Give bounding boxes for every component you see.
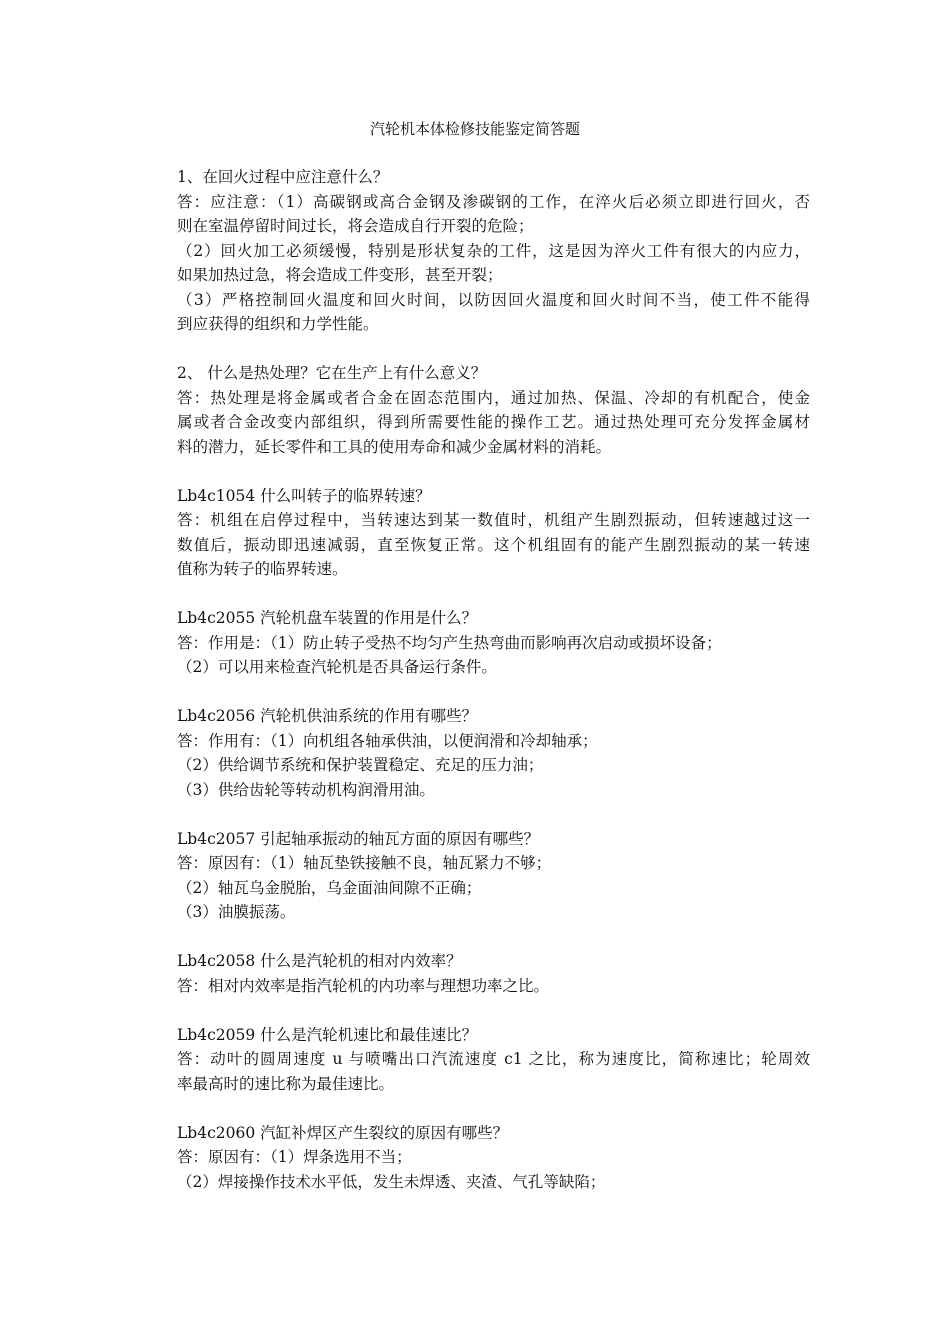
answer-line: 数值后，振动即迅速减弱，直至恢复正常。这个机组固有的能产生剧烈振动的某一转速 bbox=[177, 535, 810, 554]
answer-line: 答：原因有：（1）焊条选用不当； bbox=[177, 1148, 412, 1166]
answer-line: （2）轴瓦乌金脱胎，乌金面油间隙不正确； bbox=[177, 878, 482, 897]
qa-block-6 bbox=[177, 827, 810, 925]
answer-line: （3）供给齿轮等转动机构润滑用油。 bbox=[177, 780, 435, 799]
answer-line: 答：热处理是将金属或者合金在固态范围内，通过加热、保温、冷却的有机配合，使金 bbox=[177, 388, 810, 407]
document-body bbox=[177, 165, 810, 1219]
question-text: Lb4c1054 什么叫转子的临界转速？ bbox=[177, 486, 431, 505]
answer-line: 答：机组在启停过程中，当转速达到某一数值时，机组产生剧烈振动，但转速越过这一 bbox=[177, 511, 810, 529]
answer-line: （3）油膜振荡。 bbox=[177, 903, 296, 921]
answer-line: 属或者合金改变内部组织，得到所需要性能的操作工艺。通过热处理可充分发挥金属材 bbox=[177, 413, 810, 431]
question-text: 1、在回火过程中应注意什么？ bbox=[177, 168, 389, 186]
answer-line: 答：作用是：（1）防止转子受热不均匀产生热弯曲而影响再次启动或损坏设备； bbox=[177, 633, 722, 652]
answer-line: 值称为转子的临界转速。 bbox=[177, 560, 348, 578]
answer-line: 率最高时的速比称为最佳速比。 bbox=[177, 1074, 395, 1093]
qa-block-3 bbox=[177, 484, 810, 582]
question-text: 2、 什么是热处理？它在生产上有什么意义？ bbox=[177, 364, 487, 382]
document-title: 汽轮机本体检修技能鉴定简答题 bbox=[369, 120, 580, 138]
qa-block-9 bbox=[177, 1121, 810, 1195]
answer-line: 到应获得的组织和力学性能。 bbox=[177, 315, 379, 333]
answer-line: 答：应注意：（1）高碳钢或高合金钢及渗碳钢的工作，在淬火后必须立即进行回火，否 bbox=[177, 192, 810, 211]
qa-block-4 bbox=[177, 606, 810, 680]
answer-line: （3）严格控制回火温度和回火时间，以防因回火温度和回火时间不当，使工件不能得 bbox=[177, 290, 810, 309]
answer-line: （2）可以用来检查汽轮机是否具备运行条件。 bbox=[177, 658, 497, 676]
answer-line: （2）供给调节系统和保护装置稳定、充足的压力油； bbox=[177, 756, 544, 774]
qa-block-8 bbox=[177, 1023, 810, 1097]
question-text: Lb4c2060 汽缸补焊区产生裂纹的原因有哪些？ bbox=[177, 1123, 509, 1142]
answer-line: （2）焊接操作技术水平低，发生未焊透、夹渣、气孔等缺陷； bbox=[177, 1172, 606, 1191]
qa-block-7 bbox=[177, 949, 810, 998]
question-text: Lb4c2055 汽轮机盘车装置的作用是什么？ bbox=[177, 609, 478, 627]
answer-line: （2）回火加工必须缓慢，特别是形状复杂的工件，这是因为淬火工件有很大的内应力， bbox=[177, 241, 810, 260]
qa-block-2 bbox=[177, 361, 810, 459]
question-text: Lb4c2056 汽轮机供油系统的作用有哪些？ bbox=[177, 707, 478, 725]
question-text: Lb4c2057 引起轴承振动的轴瓦方面的原因有哪些？ bbox=[177, 829, 540, 848]
question-text: Lb4c2059 什么是汽轮机速比和最佳速比？ bbox=[177, 1025, 478, 1044]
answer-line: 如果加热过急，将会造成工件变形，甚至开裂； bbox=[177, 266, 503, 284]
qa-block-5 bbox=[177, 704, 810, 802]
qa-block-1 bbox=[177, 165, 810, 337]
question-text: Lb4c2058 什么是汽轮机的相对内效率？ bbox=[177, 952, 462, 970]
answer-line: 则在室温停留时间过长，将会造成自行开裂的危险； bbox=[177, 217, 534, 235]
answer-line: 答：原因有：（1）轴瓦垫铁接触不良，轴瓦紧力不够； bbox=[177, 854, 552, 872]
answer-line: 答：相对内效率是指汽轮机的内功率与理想功率之比。 bbox=[177, 976, 550, 995]
answer-line: 答：动叶的圆周速度 u 与喷嘴出口汽流速度 c1 之比，称为速度比，简称速比；轮周效 bbox=[177, 1050, 810, 1068]
answer-line: 答：作用有：（1）向机组各轴承供油，以便润滑和冷却轴承； bbox=[177, 731, 598, 750]
answer-line: 料的潜力，延长零件和工具的使用寿命和减少金属材料的消耗。 bbox=[177, 437, 612, 456]
